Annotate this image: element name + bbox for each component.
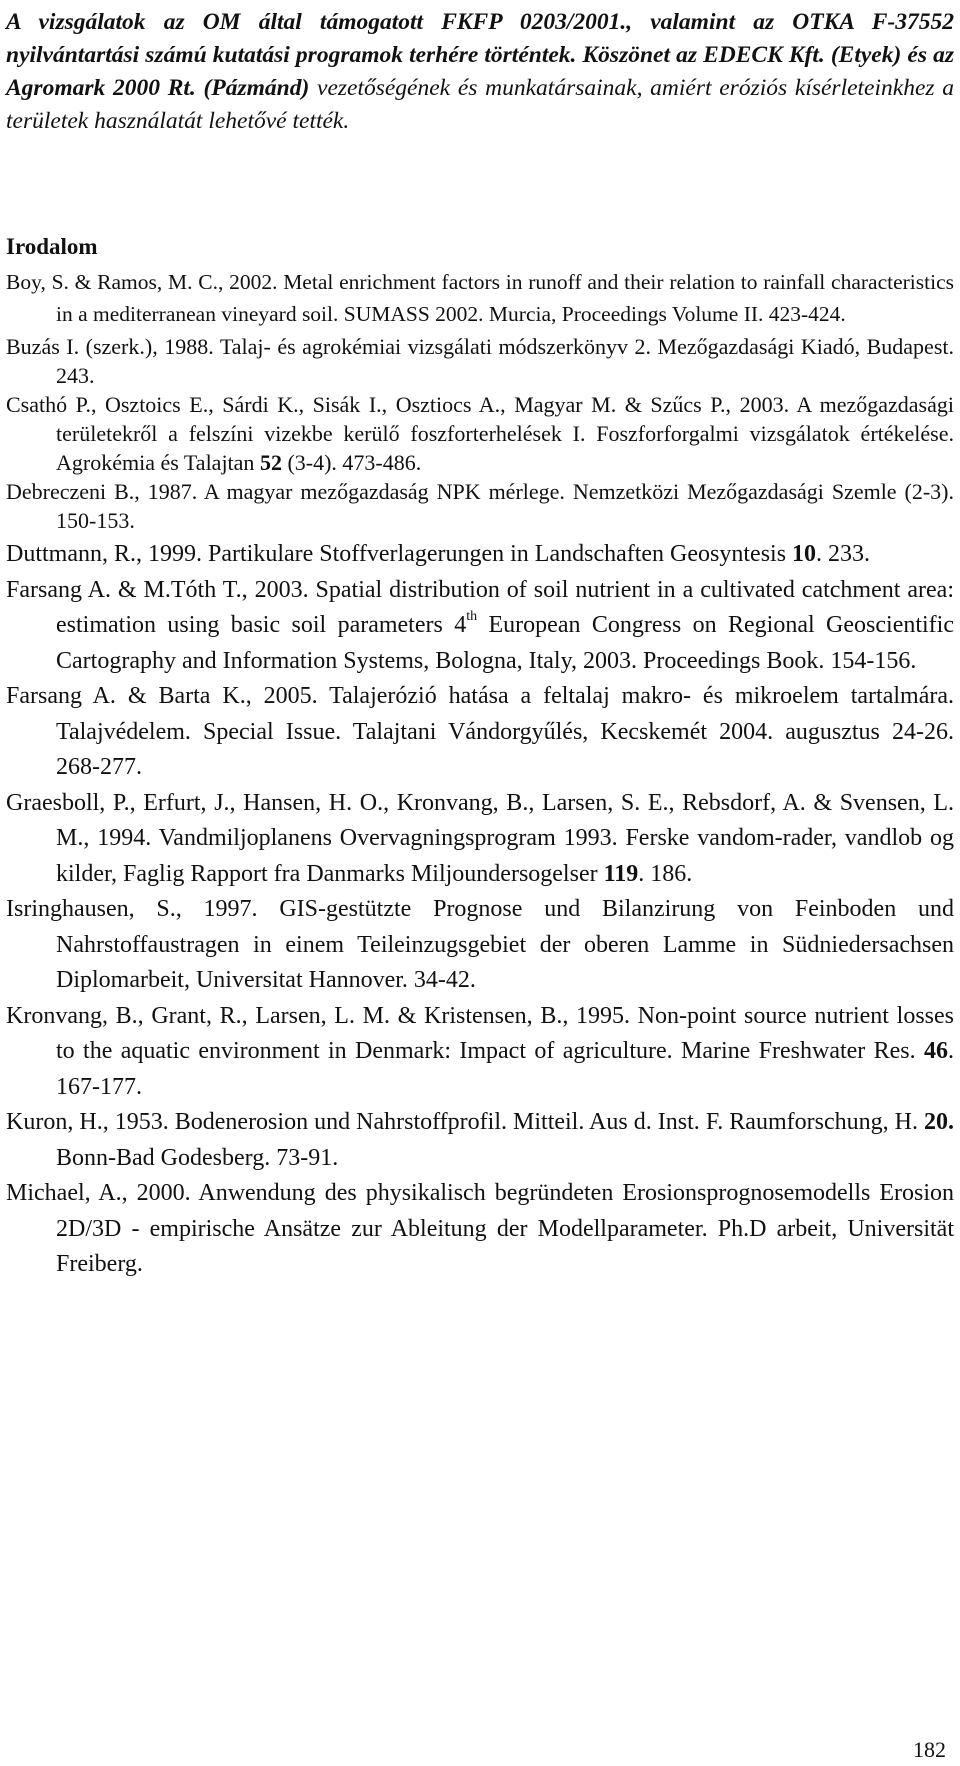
references-heading: Irodalom [6,234,98,259]
reference-text: Boy, S. & Ramos, M. C., 2002. Metal enrichment factors in runoff and their relation to rainfall characteristics in a mediterranean vineyard soil. SUMASS 2002. Murcia, Proceedings Volume II. 423-424. [6,270,954,326]
reference-text: Bonn-Bad Godesberg. 73-91. [56,1144,339,1171]
reference-volume: 10 [792,541,817,567]
reference-item [6,390,954,477]
reference-list-large [6,537,954,1283]
reference-item [6,1176,954,1283]
reference-text: Farsang A. & M.Tóth T., 2003. Spatial distribution of soil nutrient in a cultivated catchment area: estimation using basic soil parameters 4 [6,576,954,638]
reference-text: Kuron, H., 1953. Bodenerosion und Nahrstoffprofil. Mitteil. Aus d. Inst. F. Raumforschung, H. [6,1109,924,1135]
reference-item [6,332,954,390]
reference-text: Michael, A., 2000. Anwendung des physikalisch begründeten Erosionsprognosemodells Erosion 2D/3D - empirische Ansätze zur Ableitung der Modellparameter. Ph.D arbeit, Universität Freiberg. [6,1180,954,1277]
reference-volume: 119 [603,860,639,887]
reference-item [6,679,954,786]
reference-item [6,1105,954,1176]
reference-superscript: th [466,609,478,624]
reference-item [6,537,954,573]
acknowledgement-bold-text: A vizsgálatok az OM által támogatott FKFP 0203/2001., valamint az OTKA F-37552 nyilvántartási számú kutatási programok terhére történtek. Köszönet az EDECK Kft. (Etyek) és az Agromark 2000 Rt. (Pázmánd) [6,9,954,101]
reference-item [6,999,954,1106]
reference-text: Duttmann, R., 1999. Partikulare Stoffverlagerungen in Landschaften Geosyntesis [6,541,793,567]
reference-volume: 52 [259,450,282,475]
reference-text: (3-4). 473-486. [281,450,422,475]
reference-text: Isringhausen, S., 1997. GIS-gestützte Prognose und Bilanzirung von Feinboden und Nahrstoffaustragen in einem Teileinzugsgebiet der oberen Lamme in Südniedersachsen Diplomarbeit, Universitat Hannover. 34-42. [6,896,954,993]
reference-item [6,573,954,680]
reference-volume: 46 [924,1038,948,1064]
reference-item [6,892,954,999]
reference-text: . 186. [638,860,693,887]
reference-item [6,266,954,330]
reference-item [6,477,954,535]
reference-text: Debreczeni B., 1987. A magyar mezőgazdaság NPK mérlege. Nemzetközi Mezőgazdasági Szemle (2-3). 150-153. [6,479,954,533]
reference-text: . 167-177. [56,1038,954,1100]
reference-list-small [6,266,954,330]
reference-volume: 20. [924,1109,954,1135]
reference-text: European Congress on Regional Geoscientific Cartography and Information Systems, Bologna, Italy, 2003. Proceedings Book. 154-156. [56,612,954,674]
reference-text: Kronvang, B., Grant, R., Larsen, L. M. & Kristensen, B., 1995. Non-point source nutrient losses to the aquatic environment in Denmark: Impact of agriculture. Marine Freshwater Res. [6,1002,954,1064]
reference-list-small [6,332,954,535]
reference-text: Buzás I. (szerk.), 1988. Talaj- és agrokémiai vizsgálati módszerkönyv 2. Mezőgazdasági Kiadó, Budapest. 243. [6,334,954,388]
reference-text: Farsang A. & Barta K., 2005. Talajerózió hatása a feltalaj makro- és mikroelem tartalmára. Talajvédelem. Special Issue. Talajtani Vándorgyűlés, Kecskemét 2004. augusztus 24-26. 268-277. [6,683,954,780]
page-number: 182 [913,1737,946,1762]
document-page [6,0,954,1283]
acknowledgement-text: vezetőségének és munkatársainak, amiért eróziós kísérleteinkhez a területek használatát lehetővé tették. [6,75,954,134]
reference-item [6,786,954,893]
acknowledgement-paragraph [6,0,954,138]
reference-text: Graesboll, P., Erfurt, J., Hansen, H. O., Kronvang, B., Larsen, S. E., Rebsdorf, A. & Svensen, L. M., 1994. Vandmiljoplanens Overvagningsprogram 1993. Ferske vandom-rader, vandlob og kilder, Faglig Rapport fra Danmarks Miljoundersogelser [6,789,954,887]
reference-text: . 233. [816,541,871,567]
reference-text: Csathó P., Osztoics E., Sárdi K., Sisák I., Osztiocs A., Magyar M. & Szűcs P., 2003. A mezőgazdasági területekről a felszíni vizekbe kerülő foszforterhelések I. Foszforforgalmi vizsgálatok értékelése. Agrokémia és Talajtan [6,392,954,475]
